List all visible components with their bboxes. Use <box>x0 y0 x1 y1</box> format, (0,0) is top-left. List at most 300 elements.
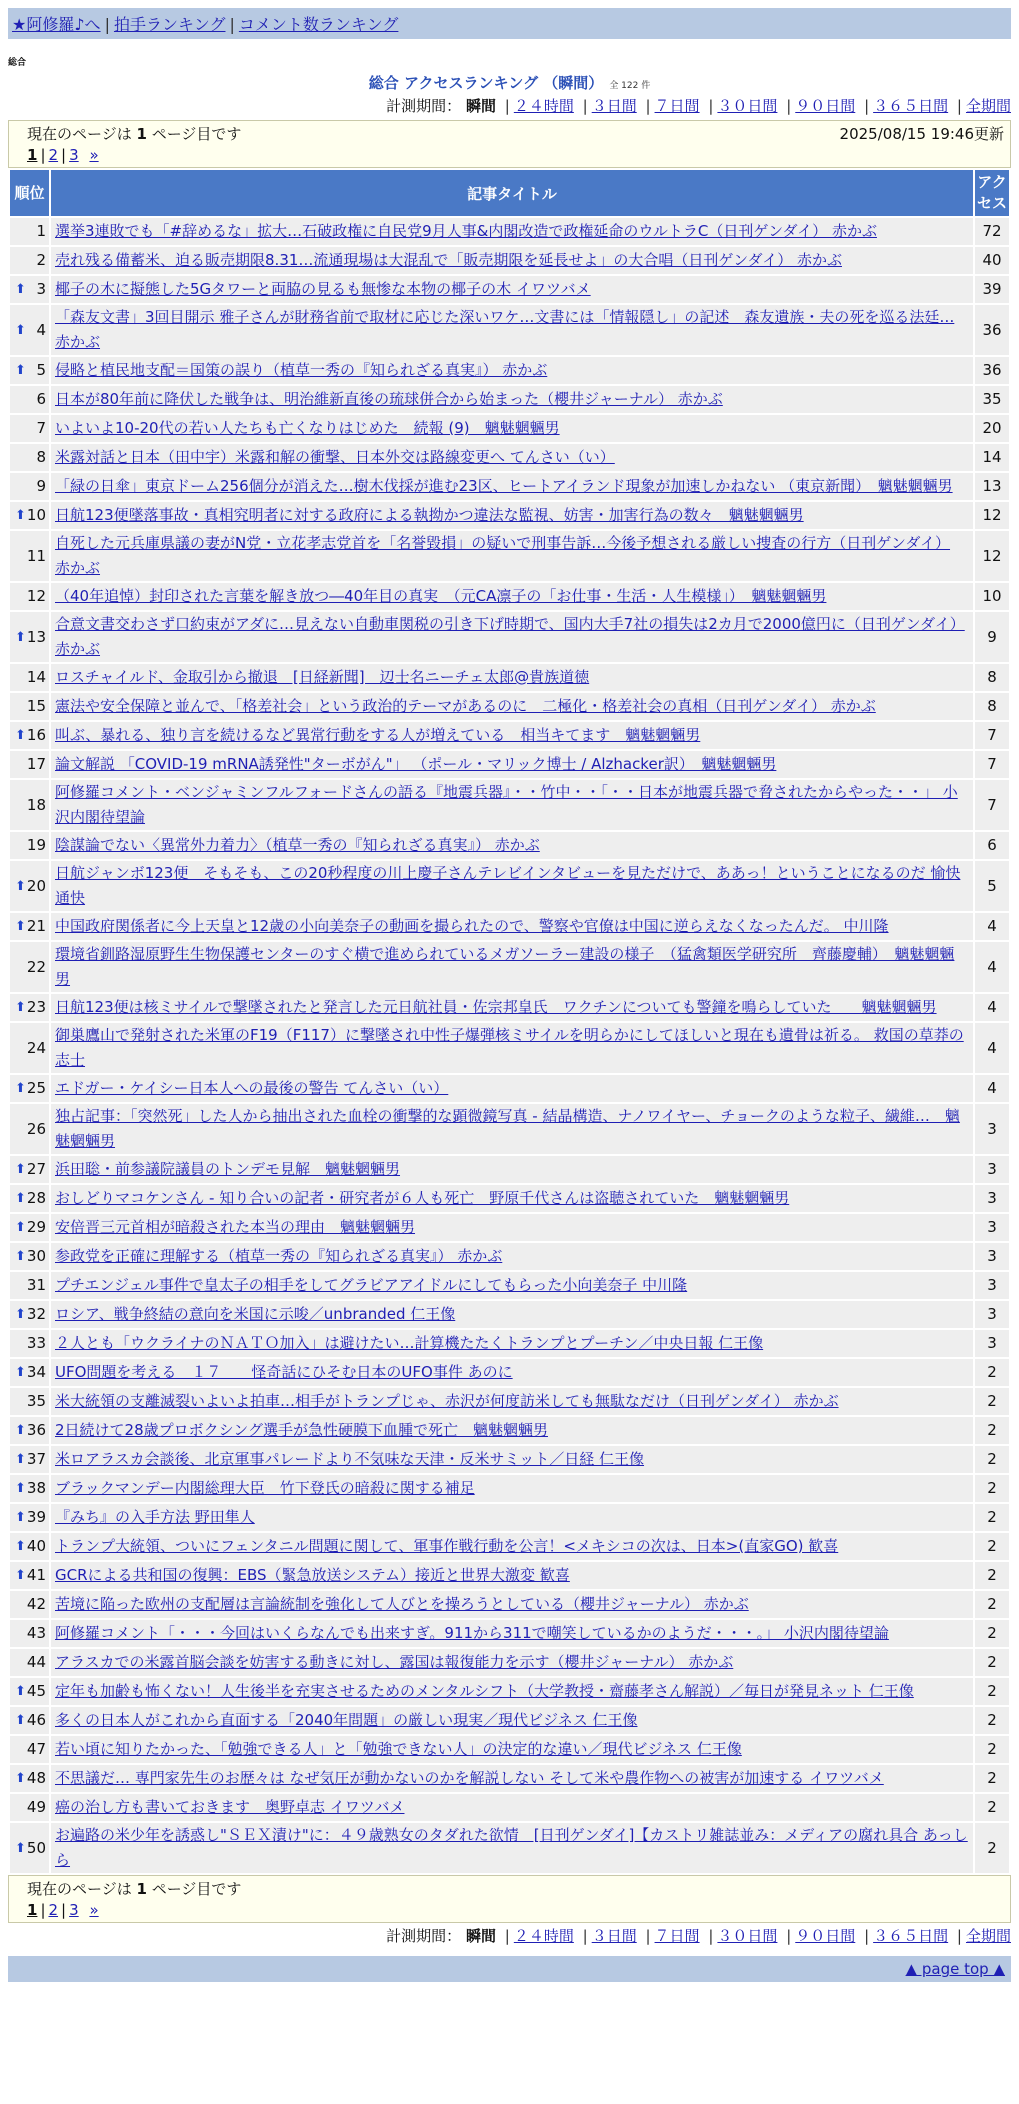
rank-number: 28 <box>26 1189 46 1207</box>
table-row <box>10 1707 1009 1734</box>
title-cell <box>51 861 973 911</box>
title-cell <box>51 1446 973 1473</box>
rank-number: 36 <box>26 1421 46 1439</box>
access-count: 2 <box>975 1736 1009 1763</box>
article-link[interactable]: エドガー・ケイシー日本人への最後の警告 てんさい（い） <box>55 1079 449 1097</box>
article-link[interactable]: 2日続けて28歳プロボクシング選手が急性硬膜下血腫で死亡 魑魅魍魎男 <box>55 1421 548 1439</box>
title-cell <box>51 1417 973 1444</box>
rank-cell <box>10 276 49 303</box>
rank-number: 16 <box>26 726 46 744</box>
table-row <box>10 1388 1009 1415</box>
article-link[interactable]: 椰子の木に擬態した5Gタワーと両脇の見るも無惨な本物の椰子の木 イワツバメ <box>55 280 591 298</box>
rank-cell <box>10 473 49 500</box>
rank-number: 35 <box>26 1392 46 1410</box>
table-row <box>10 832 1009 859</box>
access-count: 2 <box>975 1823 1009 1873</box>
title-cell <box>51 531 973 581</box>
rank-cell <box>10 444 49 471</box>
rank-number: 14 <box>26 668 46 686</box>
up-arrow-icon: ⬆ <box>15 1249 26 1264</box>
table-row <box>10 357 1009 384</box>
title-cell <box>51 1185 973 1212</box>
period-label: 計測期間： <box>386 97 462 115</box>
period-selector-top: 計測期間： 瞬間 | ２４時間 | ３日間 | ７日間 | ３０日間 | ９０日間 | ３６５日間 | 全期間 <box>386 97 1011 115</box>
article-link[interactable]: お遍路の米少年を誘惑し"ＳＥＸ漬け"に：４９歳熟女のタダれた欲情 [日刊ゲンダイ]【カストリ雑誌並み：メディアの腐れ具合 あっしら <box>55 1826 968 1869</box>
table-row <box>10 1104 1009 1154</box>
article-link[interactable]: 「緑の日傘」東京ドーム256個分が消えた…樹木伐採が進む23区、ヒートアイランド現象が加速しかねない （東京新聞） 魑魅魍魎男 <box>55 477 953 495</box>
access-count: 13 <box>975 473 1009 500</box>
top-nav: ★阿修羅♪へ | 拍手ランキング | コメント数ランキング <box>8 8 1011 39</box>
access-count: 36 <box>975 305 1009 355</box>
table-row <box>10 1272 1009 1299</box>
access-count: 40 <box>975 247 1009 274</box>
access-count: 12 <box>975 531 1009 581</box>
title-cell <box>51 751 973 778</box>
period-7d[interactable]: ７日間 <box>654 97 700 115</box>
table-row <box>10 1214 1009 1241</box>
article-link[interactable]: GCRによる共和国の復興：EBS（緊急放送システム）接近と世界大激変 歓喜 <box>55 1566 570 1584</box>
rank-number: 44 <box>26 1653 46 1671</box>
rank-cell <box>10 664 49 691</box>
up-arrow-icon: ⬆ <box>15 1684 26 1699</box>
article-link[interactable]: ブラックマンデー内閣総理大臣 竹下登氏の暗殺に関する補足 <box>55 1479 475 1497</box>
article-link[interactable]: UFO問題を考える １７ 怪奇話にひそむ日本のUFO事件 あのに <box>55 1363 513 1381</box>
rank-number: 50 <box>26 1838 46 1857</box>
article-link[interactable]: 米大統領の支離滅裂いよいよ拍車…相手がトランプじゃ、赤沢が何度訪米しても無駄なだけ（日刊ゲンダイ） 赤かぶ <box>55 1392 839 1410</box>
rank-cell <box>10 1214 49 1241</box>
rank-cell <box>10 693 49 720</box>
rank-cell <box>10 1301 49 1328</box>
access-count: 2 <box>975 1707 1009 1734</box>
article-link[interactable]: ロシア、戦争終結の意向を米国に示唆／unbranded 仁王像 <box>55 1305 456 1323</box>
up-arrow-icon: ⬆ <box>15 1568 26 1583</box>
rank-cell <box>10 1504 49 1531</box>
access-count: 4 <box>975 942 1009 992</box>
rank-cell <box>10 994 49 1021</box>
table-row <box>10 276 1009 303</box>
rank-cell <box>10 1707 49 1734</box>
title-cell <box>51 305 973 355</box>
up-arrow-icon: ⬆ <box>15 508 26 523</box>
access-count: 9 <box>975 612 1009 662</box>
rank-number: 29 <box>26 1218 46 1236</box>
rank-number: 3 <box>36 280 46 298</box>
rank-cell <box>10 305 49 355</box>
article-link[interactable]: おしどりマコケンさん - 知り合いの記者・研究者が６人も死亡 野原千代さんは盗聴されていた 魑魅魍魎男 <box>55 1189 790 1207</box>
article-link[interactable]: 御巣鷹山で発射された米軍のF19（F117）に撃墜され中性子爆弾核ミサイルを明らかにしてほしいと現在も遺骨は祈る。 救国の草莽の志士 <box>55 1026 964 1069</box>
table-row <box>10 1475 1009 1502</box>
table-row <box>10 751 1009 778</box>
title-cell <box>51 247 973 274</box>
rank-number: 10 <box>26 506 46 524</box>
table-row <box>10 612 1009 662</box>
article-link[interactable]: 癌の治し方も書いておきます 奥野卓志 イワツバメ <box>55 1798 405 1816</box>
title-cell <box>51 583 973 610</box>
period-24h[interactable]: ２４時間 <box>513 1927 574 1945</box>
rank-cell <box>10 1388 49 1415</box>
title-cell <box>51 1243 973 1270</box>
period-current: 瞬間 <box>465 1927 496 1945</box>
article-link[interactable]: （40年追悼）封印された言葉を解き放つ―40年目の真実 （元CA凛子の「お仕事・生活・人生模様」） 魑魅魍魎男 <box>55 587 827 605</box>
rank-number: 30 <box>26 1247 46 1265</box>
access-count: 2 <box>975 1678 1009 1705</box>
rank-cell <box>10 1272 49 1299</box>
rank-number: 18 <box>26 795 46 814</box>
period-all[interactable]: 全期間 <box>965 1927 1011 1945</box>
comment-ranking-link[interactable]: コメント数ランキング <box>238 15 399 34</box>
up-arrow-icon: ⬆ <box>15 282 26 297</box>
next-page-link[interactable]: » <box>89 146 99 164</box>
rank-cell <box>10 942 49 992</box>
rank-number: 33 <box>26 1334 46 1352</box>
rank-number: 38 <box>26 1479 46 1497</box>
up-arrow-icon: ⬆ <box>15 1220 26 1235</box>
table-row <box>10 1023 1009 1073</box>
rank-cell <box>10 751 49 778</box>
table-row <box>10 218 1009 245</box>
rank-cell <box>10 1446 49 1473</box>
access-count: 2 <box>975 1765 1009 1792</box>
rank-cell <box>10 1736 49 1763</box>
rank-cell <box>10 1533 49 1560</box>
article-link[interactable]: 選挙3連敗でも「#辞めるな」拡大…石破政権に自民党9月人事&内閣改造で政権延命のウルトラC（日刊ゲンダイ） 赤かぶ <box>55 222 877 240</box>
pagination-top: 1 | 2 | 3 » <box>27 146 99 164</box>
access-count: 4 <box>975 913 1009 940</box>
period-label: 計測期間： <box>386 1927 462 1945</box>
access-count: 5 <box>975 861 1009 911</box>
article-link[interactable]: 定年も加齢も怖くない！人生後半を充実させるためのメンタルシフト（大学教授・齋藤孝さん解説）／毎日が発見ネット 仁王像 <box>55 1682 914 1700</box>
rank-number: 42 <box>26 1595 46 1613</box>
rank-number: 43 <box>26 1624 46 1642</box>
period-24h[interactable]: ２４時間 <box>513 97 574 115</box>
article-link[interactable]: 侵略と植民地支配＝国策の誤り（植草一秀の『知られざる真実』） 赤かぶ <box>55 361 548 379</box>
rank-cell <box>10 1104 49 1154</box>
access-count: 2 <box>975 1562 1009 1589</box>
table-row <box>10 994 1009 1021</box>
rank-cell <box>10 1417 49 1444</box>
access-count: 35 <box>975 386 1009 413</box>
up-arrow-icon: ⬆ <box>15 1771 26 1786</box>
title-cell <box>51 1075 973 1102</box>
article-link[interactable]: いよいよ10-20代の若い人たちも亡くなりはじめた 続報 (9) 魑魅魍魎男 <box>55 419 560 437</box>
article-link[interactable]: 自死した元兵庫県議の妻がN党・立花孝志党首を「名誉毀損」の疑いで刑事告訴…今後予想される厳しい捜査の行方（日刊ゲンダイ） 赤かぶ <box>55 534 951 577</box>
access-count: 4 <box>975 1075 1009 1102</box>
up-arrow-icon: ⬆ <box>15 1423 26 1438</box>
table-row <box>10 531 1009 581</box>
table-row <box>10 1620 1009 1647</box>
up-arrow-icon: ⬆ <box>15 878 26 894</box>
title-cell <box>51 1330 973 1357</box>
access-count: 7 <box>975 780 1009 830</box>
period-3d[interactable]: ３日間 <box>591 1927 637 1945</box>
article-link[interactable]: 論文解説 「COVID-19 mRNA誘発性"ターボがん"」 （ポール・マリック博士 / Alzhacker訳） 魑魅魍魎男 <box>55 755 777 773</box>
page-3-link[interactable]: 3 <box>69 1901 79 1919</box>
table-row <box>10 386 1009 413</box>
title-cell <box>51 357 973 384</box>
title-cell <box>51 1591 973 1618</box>
rank-cell <box>10 1794 49 1821</box>
access-count: 8 <box>975 664 1009 691</box>
period-365d[interactable]: ３６５日間 <box>873 97 949 115</box>
title-cell <box>51 1214 973 1241</box>
page-current: 1 <box>27 1901 38 1919</box>
article-link[interactable]: 若い頃に知りたかった、「勉強できる人」と「勉強できない人」の決定的な違い／現代ビジネス 仁王像 <box>55 1740 742 1758</box>
home-link[interactable]: ★阿修羅♪へ <box>12 15 101 34</box>
title-cell <box>51 1765 973 1792</box>
up-arrow-icon: ⬆ <box>15 1365 26 1380</box>
rank-cell <box>10 1156 49 1183</box>
article-link[interactable]: 合意文書交わさず口約束がアダに…見えない自動車関税の引き下げ時期で、国内大手7社の損失は2カ月で2000億円に（日刊ゲンダイ） 赤かぶ <box>55 615 965 658</box>
access-count: 7 <box>975 722 1009 749</box>
rank-number: 49 <box>26 1798 46 1816</box>
title-cell <box>51 386 973 413</box>
article-link[interactable]: トランプ大統領、ついにフェンタニル問題に関して、軍事作戦行動を公言！<メキシコの次は、日本>(直家GO) 歓喜 <box>55 1537 839 1555</box>
article-link[interactable]: 米ロアラスカ会談後、北京軍事パレードより不気味な天津・反米サミット／日経 仁王像 <box>55 1450 645 1468</box>
access-count: 8 <box>975 693 1009 720</box>
title-cell <box>51 1736 973 1763</box>
period-90d[interactable]: ９０日間 <box>795 1927 856 1945</box>
rank-number: 22 <box>26 957 46 976</box>
article-link[interactable]: 憲法や安全保障と並んで、「格差社会」という政治的テーマがあるのに 二極化・格差社会の真相（日刊ゲンダイ） 赤かぶ <box>55 697 876 715</box>
up-arrow-icon: ⬆ <box>15 1307 26 1322</box>
rank-number: 48 <box>26 1769 46 1787</box>
article-link[interactable]: 日航123便墜落事故・真相究明者に対する政府による執拗かつ違法な監視、妨害・加害行為の数々 魑魅魍魎男 <box>55 506 804 524</box>
table-row <box>10 1185 1009 1212</box>
table-row <box>10 1504 1009 1531</box>
clap-ranking-link[interactable]: 拍手ランキング <box>113 15 226 34</box>
article-link[interactable]: アラスカでの米露首脳会談を妨害する動きに対し、露国は報復能力を示す（櫻井ジャーナル） 赤かぶ <box>55 1653 734 1671</box>
table-row <box>10 305 1009 355</box>
title-cell <box>51 942 973 992</box>
table-row <box>10 1417 1009 1444</box>
rank-number: 5 <box>36 361 46 379</box>
up-arrow-icon: ⬆ <box>15 629 26 645</box>
table-row <box>10 1243 1009 1270</box>
access-count: 12 <box>975 502 1009 529</box>
table-row <box>10 722 1009 749</box>
rank-number: 27 <box>26 1160 46 1178</box>
page-top-link[interactable]: ▲ page top ▲ <box>905 1960 1005 1978</box>
up-arrow-icon: ⬆ <box>15 1452 26 1467</box>
rank-number: 13 <box>26 627 46 646</box>
article-link[interactable]: ２人とも「ウクライナのＮＡＴＯ加入」は避けたい…計算機たたくトランプとプーチン／中央日報 仁王像 <box>55 1334 764 1352</box>
period-90d[interactable]: ９０日間 <box>795 97 856 115</box>
page-2-link[interactable]: 2 <box>48 146 59 164</box>
title-cell <box>51 664 973 691</box>
rank-cell <box>10 612 49 662</box>
up-arrow-icon: ⬆ <box>15 1713 26 1728</box>
rank-number: 41 <box>26 1566 46 1584</box>
article-link[interactable]: 叫ぶ、暴れる、独り言を続けるなど異常行動をする人が増えている 相当キてます 魑魅魍魎男 <box>55 726 701 744</box>
access-count: 3 <box>975 1243 1009 1270</box>
page-2-link[interactable]: 2 <box>48 1901 59 1919</box>
title-cell <box>51 1475 973 1502</box>
next-page-link[interactable]: » <box>89 1901 99 1919</box>
table-row <box>10 415 1009 442</box>
article-link[interactable]: 日航123便は核ミサイルで撃墜されたと発言した元日航社員・佐宗邦皇氏 ワクチンについても警鐘を鳴らしていた 魑魅魍魎男 <box>55 998 937 1016</box>
access-count: 3 <box>975 1214 1009 1241</box>
table-row <box>10 1823 1009 1873</box>
title-cell <box>51 502 973 529</box>
article-link[interactable]: 独占記事：「突然死」した人から抽出された血栓の衝撃的な顕微鏡写真 - 結晶構造、ナノワイヤー、チョークのような粒子、繊維… 魑魅魍魎男 <box>55 1107 960 1150</box>
access-header: アクセス <box>975 170 1009 216</box>
access-count: 3 <box>975 1272 1009 1299</box>
title-cell <box>51 218 973 245</box>
title-cell <box>51 1823 973 1873</box>
rank-cell <box>10 1330 49 1357</box>
access-count: 2 <box>975 1620 1009 1647</box>
table-row <box>10 913 1009 940</box>
rank-cell <box>10 1765 49 1792</box>
rank-number: 7 <box>36 419 46 437</box>
title-cell <box>51 612 973 662</box>
title-cell <box>51 780 973 830</box>
rank-number: 8 <box>36 448 46 466</box>
table-row <box>10 1359 1009 1386</box>
period-current: 瞬間 <box>465 97 496 115</box>
rank-number: 11 <box>26 546 46 565</box>
article-link[interactable]: 日航ジャンボ123便 そもそも、この20秒程度の川上慶子さんテレビインタビューを見ただけで、ああっ！ということになるのだ 愉快通快 <box>55 864 961 907</box>
table-row <box>10 1591 1009 1618</box>
article-link[interactable]: プチエンジェル事件で皇太子の相手をしてグラビアアイドルにしてもらった小向美奈子 中川隆 <box>55 1276 688 1294</box>
access-count: 3 <box>975 1185 1009 1212</box>
rank-header: 順位 <box>10 170 49 216</box>
access-count: 2 <box>975 1446 1009 1473</box>
page-status-text: 現在のページは 1 ページ目です <box>27 1880 242 1898</box>
article-link[interactable]: 陰謀論でない〈異常外力着力〉（植草一秀の『知られざる真実』） 赤かぶ <box>55 836 540 854</box>
title-cell <box>51 473 973 500</box>
period-365d[interactable]: ３６５日間 <box>873 1927 949 1945</box>
title-cell <box>51 1359 973 1386</box>
ranking-body <box>10 218 1009 1873</box>
table-row <box>10 942 1009 992</box>
rank-number: 46 <box>26 1711 46 1729</box>
article-link[interactable]: 『みち』の入手方法 野田隼人 <box>55 1508 255 1526</box>
table-row <box>10 1736 1009 1763</box>
rank-number: 24 <box>26 1038 46 1057</box>
breadcrumb: 総合 <box>8 58 27 68</box>
article-link[interactable]: 阿修羅コメント・ベンジャミンフルフォードさんの語る『地震兵器』・・竹中・・「・・日本が地震兵器で脅されたからやった・・」 小沢内閣待望論 <box>55 783 958 826</box>
table-row <box>10 1562 1009 1589</box>
rank-number: 2 <box>36 251 46 269</box>
article-link[interactable]: 参政党を正確に理解する（植草一秀の『知られざる真実』） 赤かぶ <box>55 1247 503 1265</box>
table-row <box>10 473 1009 500</box>
access-count: 14 <box>975 444 1009 471</box>
table-row <box>10 780 1009 830</box>
title-cell <box>51 1620 973 1647</box>
access-count: 3 <box>975 1301 1009 1328</box>
article-link[interactable]: 売れ残る備蓄米、迫る販売期限8.31…流通現場は大混乱で「販売期限を延長せよ」の大合唱（日刊ゲンダイ） 赤かぶ <box>55 251 842 269</box>
up-arrow-icon: ⬆ <box>15 1510 26 1525</box>
title-cell <box>51 832 973 859</box>
title-cell <box>51 1023 973 1073</box>
period-30d[interactable]: ３０日間 <box>717 97 778 115</box>
rank-cell <box>10 247 49 274</box>
article-link[interactable]: 中国政府関係者に今上天皇と12歳の小向美奈子の動画を撮られたので、警察や官僚は中国に逆らえなくなったんだ。 中川隆 <box>55 917 889 935</box>
rank-number: 39 <box>26 1508 46 1526</box>
article-link[interactable]: 安倍晋三元首相が暗殺された本当の理由 魑魅魍魎男 <box>55 1218 416 1236</box>
up-arrow-icon: ⬆ <box>15 1000 26 1015</box>
table-row <box>10 502 1009 529</box>
table-row <box>10 247 1009 274</box>
period-30d[interactable]: ３０日間 <box>717 1927 778 1945</box>
rank-cell <box>10 531 49 581</box>
rank-cell <box>10 502 49 529</box>
rank-number: 40 <box>26 1537 46 1555</box>
access-count: 7 <box>975 751 1009 778</box>
title-cell <box>51 1533 973 1560</box>
rank-number: 32 <box>26 1305 46 1323</box>
rank-cell <box>10 1823 49 1873</box>
updated-time: 2025/08/15 19:46更新 <box>839 125 1004 143</box>
article-link[interactable]: 苦境に陥った欧州の支配層は言論統制を強化して人びとを操ろうとしている（櫻井ジャーナル） 赤かぶ <box>55 1595 749 1613</box>
rank-cell <box>10 1649 49 1676</box>
access-count: 3 <box>975 1330 1009 1357</box>
article-link[interactable]: 浜田聡・前参議院議員のトンデモ見解 魑魅魍魎男 <box>55 1160 401 1178</box>
title-cell <box>51 913 973 940</box>
rank-cell <box>10 832 49 859</box>
page-current: 1 <box>27 146 38 164</box>
title-cell <box>51 444 973 471</box>
footer-bar <box>8 1956 1011 1982</box>
title-cell <box>51 1794 973 1821</box>
up-arrow-icon: ⬆ <box>15 919 26 934</box>
access-count: 2 <box>975 1533 1009 1560</box>
article-link[interactable]: 日本が80年前に降伏した戦争は、明治維新直後の琉球併合から始まった（櫻井ジャーナル） 赤かぶ <box>55 390 723 408</box>
access-count: 2 <box>975 1388 1009 1415</box>
title-cell <box>51 1272 973 1299</box>
period-selector-bottom: 計測期間： 瞬間 | ２４時間 | ３日間 | ７日間 | ３０日間 | ９０日間 | ３６５日間 | 全期間 <box>386 1927 1011 1945</box>
access-count: 4 <box>975 1023 1009 1073</box>
period-all[interactable]: 全期間 <box>965 97 1011 115</box>
article-link[interactable]: 米露対話と日本（田中宇）米露和解の衝撃、日本外交は路線変更へ てんさい（い） <box>55 448 615 466</box>
article-link[interactable]: 環境省釧路湿原野生生物保護センターのすぐ横で進められているメガソーラー建設の様子 （猛禽類医学研究所 齊藤慶輔） 魑魅魍魎男 <box>55 945 955 988</box>
title-cell <box>51 1678 973 1705</box>
article-link[interactable]: 多くの日本人がこれから直面する「2040年問題」の厳しい現実／現代ビジネス 仁王像 <box>55 1711 638 1729</box>
rank-cell <box>10 913 49 940</box>
rank-cell <box>10 218 49 245</box>
table-row <box>10 1794 1009 1821</box>
article-link[interactable]: ロスチャイルド、金取引から撤退 [日経新聞] 辺士名ニーチェ太郎@貴族道徳 <box>55 668 590 686</box>
period-7d[interactable]: ７日間 <box>654 1927 700 1945</box>
title-cell <box>51 276 973 303</box>
rank-number: 31 <box>26 1276 46 1294</box>
title-header: 記事タイトル <box>51 170 973 216</box>
rank-cell <box>10 1185 49 1212</box>
rank-cell <box>10 1023 49 1073</box>
rank-cell <box>10 1562 49 1589</box>
table-row <box>10 1765 1009 1792</box>
rank-number: 19 <box>26 836 46 854</box>
page-3-link[interactable]: 3 <box>69 146 79 164</box>
title-cell <box>51 1104 973 1154</box>
access-count: 2 <box>975 1359 1009 1386</box>
ranking-title <box>8 72 1011 93</box>
table-row <box>10 444 1009 471</box>
up-arrow-icon: ⬆ <box>15 1191 26 1206</box>
access-count: 36 <box>975 357 1009 384</box>
article-link[interactable]: 阿修羅コメント「・・・今回はいくらなんでも出来すぎ。911から311で嘲笑しているかのようだ・・・。」 小沢内閣待望論 <box>55 1624 889 1642</box>
table-row <box>10 583 1009 610</box>
article-link[interactable]: 不思議だ… 専門家先生のお歴々は なぜ気圧が動かないのかを解説しない そして米や農作物への被害が加速する イワツバメ <box>55 1769 884 1787</box>
rank-number: 23 <box>26 998 46 1016</box>
rank-number: 4 <box>36 320 46 339</box>
rank-cell <box>10 1075 49 1102</box>
rank-cell <box>10 1678 49 1705</box>
period-3d[interactable]: ３日間 <box>591 97 637 115</box>
rank-cell <box>10 1475 49 1502</box>
article-link[interactable]: 「森友文書」3回目開示 雅子さんが財務省前で取材に応じた深いワケ…文書には「情報隠し」の記述 森友遺族・夫の死を巡る法廷… 赤かぶ <box>55 308 955 351</box>
